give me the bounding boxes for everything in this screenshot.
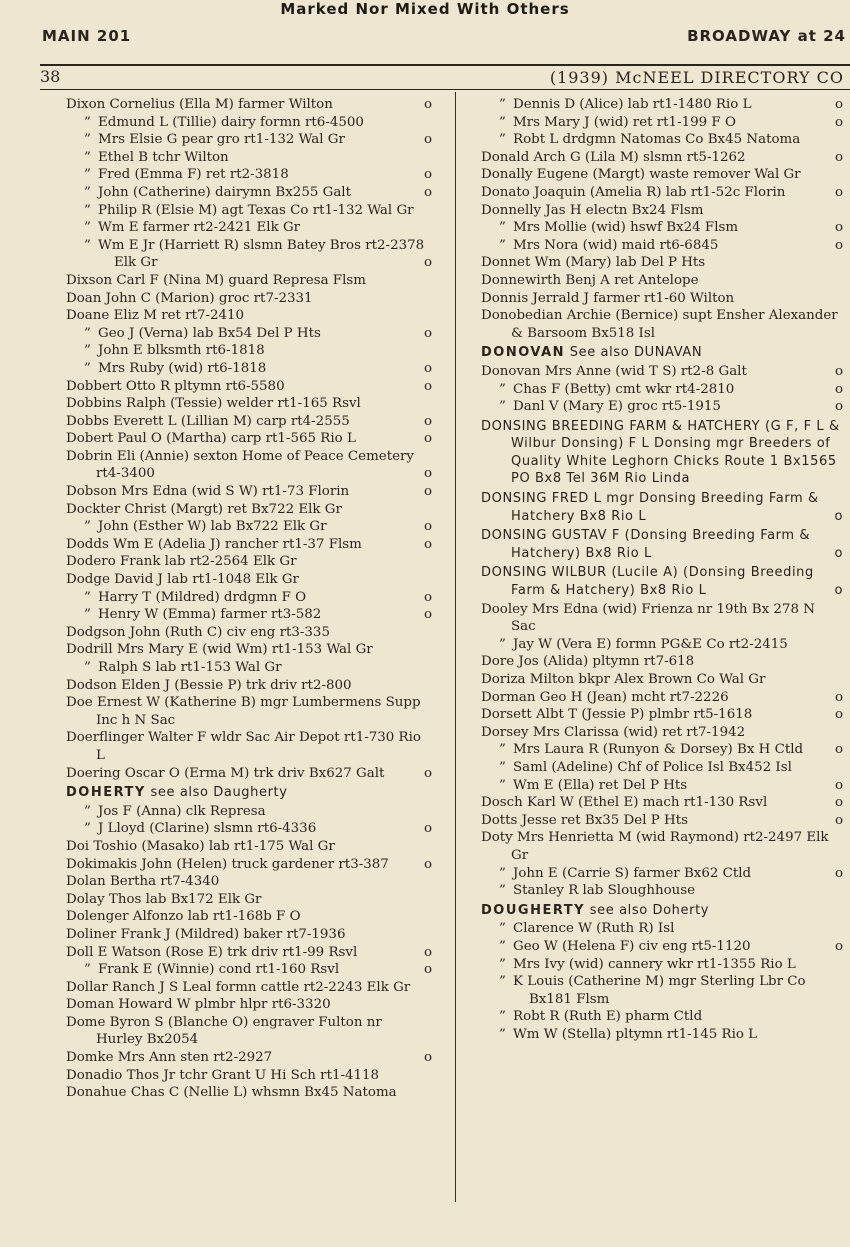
ditto-mark: ”	[84, 167, 91, 183]
ditto-mark: ”	[84, 803, 91, 819]
owner-marker: o	[423, 607, 432, 623]
directory-subentry	[66, 589, 432, 607]
entry-text: Harry T (Mildred) drdgmn F O	[98, 589, 307, 605]
directory-entry	[481, 149, 843, 167]
owner-marker: o	[834, 795, 843, 811]
entry-text: John (Catherine) dairymn Bx255 Galt	[98, 184, 351, 200]
entry-text: Donald Arch G (Lila M) slsmn rt5-1262	[481, 149, 746, 165]
entry-text: Ethel B tchr Wilton	[98, 149, 229, 165]
heading-name: DOUGHERTY	[481, 902, 586, 918]
entry-text: Donally Eugene (Margt) waste remover Wal Gr	[481, 167, 801, 183]
ditto-mark: ”	[84, 237, 91, 253]
entry-text: Fred (Emma F) ret rt2-3818	[98, 167, 289, 183]
entry-text: John E (Carrie S) farmer Bx62 Ctld	[513, 865, 752, 881]
entry-text: Mrs Ruby (wid) rt6-1818	[98, 360, 267, 376]
directory-subentry	[66, 360, 432, 378]
owner-marker: o	[834, 689, 843, 705]
ditto-mark: ”	[84, 149, 91, 165]
entry-text: Henry W (Emma) farmer rt3-582	[98, 607, 322, 623]
directory-subentry	[481, 381, 843, 399]
ditto-mark: ”	[499, 921, 506, 937]
directory-entry	[66, 378, 432, 396]
owner-marker: o	[423, 821, 432, 837]
ditto-mark: ”	[84, 821, 91, 837]
directory-subentry	[481, 938, 843, 956]
directory-subentry	[66, 184, 432, 202]
entry-text: Dockter Christ (Margt) ret Bx722 Elk Gr	[66, 501, 342, 517]
ditto-mark: ”	[84, 962, 91, 978]
owner-marker: o	[423, 962, 432, 978]
directory-subentry	[66, 325, 432, 343]
directory-entry	[66, 729, 432, 764]
entry-text: Philip R (Elsie M) agt Texas Co rt1-132 Wal Gr	[98, 202, 414, 218]
cross-reference-heading	[66, 784, 432, 802]
entry-text: Dodrill Mrs Mary E (wid Wm) rt1-153 Wal Gr	[66, 642, 373, 658]
owner-marker: o	[834, 237, 843, 253]
owner-marker: o	[834, 707, 843, 723]
owner-marker: o	[423, 1050, 432, 1066]
entry-text: Doering Oscar O (Erma M) trk driv Bx627 Galt	[66, 765, 385, 781]
directory-entry	[66, 307, 432, 325]
directory-entry	[66, 571, 432, 589]
directory-subentry	[66, 606, 432, 624]
ditto-mark: ”	[84, 114, 91, 130]
entry-text: Dollar Ranch J S Leal formn cattle rt2-2243 Elk Gr	[66, 979, 411, 995]
entry-text: Clarence W (Ruth R) Isl	[513, 921, 675, 937]
directory-subentry	[66, 342, 432, 360]
directory-column-left	[66, 96, 432, 1102]
entry-text: Dorsett Albt T (Jessie P) plmbr rt5-1618	[481, 707, 753, 723]
entry-text: Mrs Mollie (wid) hswf Bx24 Flsm	[513, 220, 739, 236]
directory-subentry	[66, 131, 432, 149]
ditto-mark: ”	[499, 237, 506, 253]
directory-entry	[481, 671, 843, 689]
ditto-mark: ”	[499, 114, 506, 130]
directory-subentry	[66, 518, 432, 536]
owner-marker: o	[834, 149, 843, 165]
entry-text: Dorman Geo H (Jean) mcht rt7-2226	[481, 689, 729, 705]
ditto-mark: ”	[499, 883, 506, 899]
entry-text: Doan John C (Marion) groc rt7-2331	[66, 290, 313, 306]
entry-text: Edmund L (Tillie) dairy formn rt6-4500	[98, 114, 364, 130]
directory-entry	[481, 290, 843, 308]
directory-entry	[481, 166, 843, 184]
owner-marker: o	[834, 363, 843, 379]
owner-marker: o	[423, 413, 432, 429]
entry-text: Doane Eliz M ret rt7-2410	[66, 308, 245, 324]
column-divider	[455, 92, 456, 1202]
entry-text: Dennis D (Alice) lab rt1-1480 Rio L	[513, 97, 752, 112]
directory-entry	[66, 96, 432, 114]
directory-entry	[66, 944, 432, 962]
header-rule	[40, 64, 850, 66]
owner-marker: o	[423, 325, 432, 341]
directory-entry	[66, 272, 432, 290]
page-number: 38	[40, 67, 61, 86]
owner-marker: o	[423, 466, 432, 482]
ditto-mark: ”	[84, 202, 91, 218]
listing-text: DONSING GUSTAV F (Donsing Breeding Farm & Hatchery) Bx8 Rio L	[481, 528, 811, 561]
owner-marker: o	[834, 220, 843, 236]
entry-text: Mrs Ivy (wid) cannery wkr rt1-1355 Rio L	[513, 956, 796, 972]
entry-text: Dosch Karl W (Ethel E) mach rt1-130 Rsvl	[481, 795, 768, 811]
entry-text: Geo W (Helena F) civ eng rt5-1120	[513, 938, 751, 954]
bold-listing	[481, 564, 843, 599]
directory-entry	[66, 1049, 432, 1067]
entry-text: Wm W (Stella) pltymn rt1-145 Rio L	[513, 1026, 758, 1042]
directory-subentry	[481, 956, 843, 974]
directory-entry	[66, 908, 432, 926]
entry-text: Dobrin Eli (Annie) sexton Home of Peace Cemetery rt4-3400	[66, 448, 414, 482]
entry-text: John E blksmth rt6-1818	[98, 343, 265, 359]
directory-entry	[66, 430, 432, 448]
entry-text: Dolan Bertha rt7-4340	[66, 874, 220, 890]
entry-text: Mrs Laura R (Runyon & Dorsey) Bx H Ctld	[513, 742, 804, 758]
entry-text: K Louis (Catherine M) mgr Sterling Lbr Co Bx181 Flsm	[513, 974, 806, 1007]
directory-entry	[481, 812, 843, 830]
directory-entry	[66, 838, 432, 856]
owner-marker: o	[423, 765, 432, 781]
bold-listing	[481, 490, 843, 525]
entry-text: Dotts Jesse ret Bx35 Del P Hts	[481, 812, 688, 828]
owner-marker: o	[834, 742, 843, 758]
entry-text: Doliner Frank J (Mildred) baker rt7-1936	[66, 926, 346, 942]
ditto-mark: ”	[499, 1009, 506, 1025]
bold-listing	[481, 527, 843, 562]
entry-text: John (Esther W) lab Bx722 Elk Gr	[98, 519, 327, 535]
entry-text: Dome Byron S (Blanche O) engraver Fulton nr Hurley Bx2054	[66, 1014, 382, 1048]
directory-entry	[66, 996, 432, 1014]
owner-marker: o	[834, 777, 843, 793]
directory-entry	[481, 307, 843, 342]
ditto-mark: ”	[84, 184, 91, 200]
directory-entry	[66, 641, 432, 659]
entry-text: Ralph S lab rt1-153 Wal Gr	[98, 660, 282, 675]
directory-subentry	[481, 865, 843, 883]
entry-text: Doman Howard W plmbr hlpr rt6-3320	[66, 997, 331, 1013]
ditto-mark: ”	[84, 660, 91, 675]
directory-entry	[481, 254, 843, 272]
directory-entry	[481, 724, 843, 742]
entry-text: Donnewirth Benj A ret Antelope	[481, 272, 699, 288]
directory-entry	[66, 891, 432, 909]
directory-subentry	[481, 131, 843, 149]
owner-marker: o	[423, 255, 432, 271]
owner-marker: o	[423, 484, 432, 500]
header-rule-lower	[40, 89, 850, 90]
entry-text: Robt L drdgmn Natomas Co Bx45 Natoma	[513, 132, 801, 148]
directory-subentry	[481, 1026, 843, 1044]
cross-reference-heading	[481, 344, 843, 362]
directory-subentry	[66, 114, 432, 132]
ditto-mark: ”	[499, 97, 506, 112]
listing-text: DONSING WILBUR (Lucile A) (Donsing Breeding Farm & Hatchery) Bx8 Rio L	[481, 565, 814, 599]
entry-text: Doi Toshio (Masako) lab rt1-175 Wal Gr	[66, 838, 335, 854]
ditto-mark: ”	[499, 636, 506, 652]
directory-subentry	[481, 237, 843, 255]
ditto-mark: ”	[84, 132, 91, 148]
directory-subentry	[66, 803, 432, 821]
ditto-mark: ”	[499, 956, 506, 972]
owner-marker: o	[834, 184, 843, 200]
entry-text: Robt R (Ruth E) pharm Ctld	[513, 1009, 703, 1025]
ditto-mark: ”	[499, 938, 506, 954]
owner-marker: o	[423, 360, 432, 376]
directory-subentry	[66, 219, 432, 237]
owner-marker: o	[834, 508, 843, 524]
directory-entry	[481, 689, 843, 707]
ditto-mark: ”	[84, 360, 91, 376]
directory-entry	[481, 202, 843, 220]
directory-entry	[66, 290, 432, 308]
ditto-mark: ”	[499, 1026, 506, 1042]
directory-entry	[481, 272, 843, 290]
ditto-mark: ”	[499, 132, 506, 148]
entry-text: Mrs Mary J (wid) ret rt1-199 F O	[513, 114, 736, 130]
owner-marker: o	[834, 545, 843, 561]
directory-entry	[66, 395, 432, 413]
owner-marker: o	[423, 97, 432, 112]
entry-text: Dodson Elden J (Bessie P) trk driv rt2-800	[66, 677, 352, 693]
owner-marker: o	[423, 132, 432, 148]
address-right: BROADWAY at 24	[687, 27, 846, 45]
directory-entry	[481, 601, 843, 636]
directory-entry	[481, 184, 843, 202]
see-also-text: See also DUNAVAN	[565, 345, 703, 361]
telephone-left: MAIN 201	[42, 27, 132, 45]
owner-marker: o	[423, 589, 432, 605]
directory-subentry	[66, 202, 432, 220]
directory-entry	[66, 448, 432, 483]
directory-entry	[66, 553, 432, 571]
owner-marker: o	[423, 378, 432, 394]
see-also-text: see also Daugherty	[145, 785, 288, 801]
entry-text: Dodgson John (Ruth C) civ eng rt3-335	[66, 624, 330, 640]
owner-marker: o	[834, 938, 843, 954]
directory-subentry	[481, 882, 843, 900]
directory-entry	[481, 794, 843, 812]
entry-text: Wm E farmer rt2-2421 Elk Gr	[98, 220, 301, 236]
entry-text: Mrs Elsie G pear gro rt1-132 Wal Gr	[98, 132, 345, 148]
directory-entry	[66, 536, 432, 554]
entry-text: Dixson Carl F (Nina M) guard Represa Flsm	[66, 272, 366, 288]
owner-marker: o	[834, 865, 843, 881]
cross-reference-heading	[481, 902, 843, 920]
entry-text: Donato Joaquin (Amelia R) lab rt1-52c Florin	[481, 184, 786, 200]
entry-text: Doty Mrs Henrietta M (wid Raymond) rt2-2497 Elk Gr	[481, 830, 829, 863]
ditto-mark: ”	[499, 742, 506, 758]
directory-subentry	[481, 777, 843, 795]
directory-entry	[481, 653, 843, 671]
ditto-mark: ”	[499, 865, 506, 881]
entry-text: Dobbins Ralph (Tessie) welder rt1-165 Rsvl	[66, 396, 361, 412]
directory-entry	[66, 624, 432, 642]
ditto-mark: ”	[84, 325, 91, 341]
directory-entry	[481, 829, 843, 864]
entry-text: Dorsey Mrs Clarissa (wid) ret rt7-1942	[481, 724, 746, 740]
entry-text: Donahue Chas C (Nellie L) whsmn Bx45 Natoma	[66, 1085, 397, 1101]
entry-text: Donnis Jerrald J farmer rt1-60 Wilton	[481, 290, 735, 306]
ditto-mark: ”	[499, 759, 506, 775]
owner-marker: o	[423, 431, 432, 447]
directory-entry	[66, 694, 432, 729]
directory-entry	[66, 1067, 432, 1085]
owner-marker: o	[834, 399, 843, 415]
owner-marker: o	[834, 381, 843, 397]
entry-text: Chas F (Betty) cmt wkr rt4-2810	[513, 381, 735, 397]
owner-marker: o	[834, 583, 843, 599]
heading-name: DONOVAN	[481, 345, 566, 361]
entry-text: Donovan Mrs Anne (wid T S) rt2-8 Galt	[481, 363, 747, 379]
entry-text: Dodero Frank lab rt2-2564 Elk Gr	[66, 554, 297, 570]
entry-text: Wm E (Ella) ret Del P Hts	[513, 777, 688, 793]
directory-entry	[66, 413, 432, 431]
entry-text: Jay W (Vera E) formn PG&E Co rt2-2415	[513, 636, 788, 652]
directory-entry	[481, 363, 843, 381]
owner-marker: o	[834, 812, 843, 828]
entry-text: Dolay Thos lab Bx172 Elk Gr	[66, 891, 262, 907]
entry-text: Dooley Mrs Edna (wid) Frienza nr 19th Bx 278 N Sac	[481, 601, 815, 635]
directory-subentry	[66, 149, 432, 167]
directory-subentry	[66, 961, 432, 979]
directory-subentry	[481, 114, 843, 132]
directory-entry	[66, 1014, 432, 1049]
directory-title: (1939) McNEEL DIRECTORY CO	[549, 68, 844, 87]
directory-subentry	[66, 166, 432, 184]
entry-text: Dokimakis John (Helen) truck gardener rt3-387	[66, 856, 389, 872]
ditto-mark: ”	[84, 220, 91, 236]
listing-text: DONSING FRED L mgr Donsing Breeding Farm & Hatchery Bx8 Rio L	[481, 491, 819, 524]
page-top-banner	[0, 0, 850, 60]
entry-text: Dodds Wm E (Adelia J) rancher rt1-37 Flsm	[66, 536, 362, 552]
ditto-mark: ”	[84, 607, 91, 623]
entry-text: Domke Mrs Ann sten rt2-2927	[66, 1050, 273, 1066]
directory-entry	[66, 501, 432, 519]
entry-text: Donnelly Jas H electn Bx24 Flsm	[481, 202, 704, 218]
heading-name: DOHERTY	[66, 785, 146, 801]
entry-text: Geo J (Verna) lab Bx54 Del P Hts	[98, 325, 321, 341]
entry-text: J Lloyd (Clarine) slsmn rt6-4336	[98, 821, 317, 837]
entry-text: Doll E Watson (Rose E) trk driv rt1-99 Rsvl	[66, 944, 358, 960]
directory-subentry	[66, 659, 432, 677]
ditto-mark: ”	[499, 220, 506, 236]
directory-entry	[66, 483, 432, 501]
entry-text: Stanley R lab Sloughhouse	[513, 883, 696, 899]
owner-marker: o	[423, 856, 432, 872]
advertisement-slogan: Marked Nor Mixed With Others	[280, 0, 570, 18]
bold-listing	[481, 418, 843, 488]
entry-text: Doerflinger Walter F wldr Sac Air Depot rt1-730 Rio L	[66, 730, 421, 763]
entry-text: Saml (Adeline) Chf of Police Isl Bx452 Isl	[513, 759, 792, 775]
entry-text: Dobbert Otto R pltymn rt6-5580	[66, 378, 285, 394]
directory-subentry	[481, 398, 843, 416]
directory-entry	[66, 926, 432, 944]
ditto-mark: ”	[84, 589, 91, 605]
entry-text: Donnet Wm (Mary) lab Del P Hts	[481, 255, 706, 271]
listing-text: DONSING BREEDING FARM & HATCHERY (G F, F L & Wilbur Donsing) F L Donsing mgr Breeders of Quality White Leghorn Chicks Route 1 Bx1565 PO Bx8 Tel 36M Rio Linda	[481, 418, 840, 487]
directory-entry	[66, 873, 432, 891]
directory-entry	[481, 706, 843, 724]
ditto-mark: ”	[84, 519, 91, 535]
entry-text: Doriza Milton bkpr Alex Brown Co Wal Gr	[481, 672, 766, 687]
directory-subentry	[481, 636, 843, 654]
entry-text: Jos F (Anna) clk Represa	[98, 803, 266, 819]
directory-subentry	[66, 237, 432, 272]
directory-entry	[66, 1084, 432, 1102]
entry-text: Mrs Nora (wid) maid rt6-6845	[513, 237, 719, 253]
entry-text: Wm E Jr (Harriett R) slsmn Batey Bros rt2-2378 Elk Gr	[98, 237, 425, 271]
entry-text: Dobson Mrs Edna (wid S W) rt1-73 Florin	[66, 484, 350, 500]
ditto-mark: ”	[499, 974, 506, 990]
entry-text: Donobedian Archie (Bernice) supt Ensher Alexander & Barsoom Bx518 Isl	[481, 308, 838, 341]
owner-marker: o	[834, 114, 843, 130]
directory-subentry	[481, 741, 843, 759]
directory-column-right	[481, 96, 843, 1043]
entry-text: Dodge David J lab rt1-1048 Elk Gr	[66, 572, 299, 588]
directory-subentry	[481, 920, 843, 938]
owner-marker: o	[423, 536, 432, 552]
owner-marker: o	[423, 184, 432, 200]
entry-text: Danl V (Mary E) groc rt5-1915	[513, 399, 721, 415]
directory-entry	[66, 765, 432, 783]
entry-text: Doe Ernest W (Katherine B) mgr Lumbermens Supp Inc h N Sac	[66, 695, 421, 728]
owner-marker: o	[423, 944, 432, 960]
directory-subentry	[481, 759, 843, 777]
entry-text: Dolenger Alfonzo lab rt1-168b F O	[66, 909, 301, 925]
entry-text: Dobert Paul O (Martha) carp rt1-565 Rio L	[66, 431, 356, 447]
ditto-mark: ”	[499, 399, 506, 415]
entry-text: Dore Jos (Alida) pltymn rt7-618	[481, 654, 695, 670]
directory-subentry	[481, 1008, 843, 1026]
directory-entry	[66, 677, 432, 695]
owner-marker: o	[423, 167, 432, 183]
directory-subentry	[481, 219, 843, 237]
entry-text: Dobbs Everett L (Lillian M) carp rt4-2555	[66, 413, 350, 429]
see-also-text: see also Doherty	[585, 902, 710, 918]
entry-text: Dixon Cornelius (Ella M) farmer Wilton	[66, 97, 333, 112]
directory-entry	[66, 979, 432, 997]
owner-marker: o	[423, 519, 432, 535]
directory-subentry	[66, 820, 432, 838]
ditto-mark: ”	[499, 777, 506, 793]
directory-entry	[66, 856, 432, 874]
entry-text: Frank E (Winnie) cond rt1-160 Rsvl	[98, 962, 340, 978]
ditto-mark: ”	[499, 381, 506, 397]
entry-text: Donadio Thos Jr tchr Grant U Hi Sch rt1-4118	[66, 1067, 380, 1083]
directory-subentry	[481, 973, 843, 1008]
owner-marker: o	[834, 97, 843, 112]
directory-subentry	[481, 96, 843, 114]
ditto-mark: ”	[84, 343, 91, 359]
